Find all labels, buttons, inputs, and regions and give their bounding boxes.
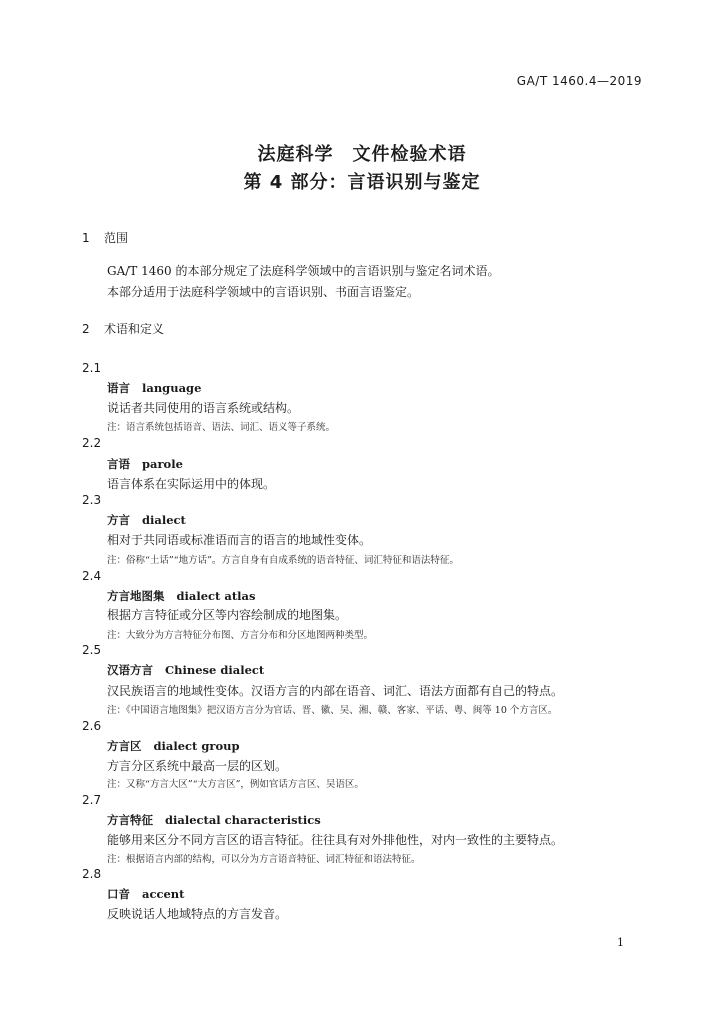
term-note: 注：大致分为方言特征分布图、方言分布和分区地图两种类型。 — [107, 630, 374, 641]
term-en: accent — [142, 887, 185, 901]
term-zh: 方言 — [107, 513, 130, 527]
title-line-1: 法庭科学 文件检验术语 — [257, 144, 467, 165]
section-heading-terms — [82, 320, 164, 337]
term-name — [107, 512, 186, 528]
term-definition: 能够用来区分不同方言区的语言特征。往往具有对外排他性，对内一致性的主要特点。 — [107, 833, 564, 847]
term-number: 2.3 — [82, 493, 102, 507]
term-note: 注：根据语言内部的结构，可以分为方言语音特征、词汇特征和语法特征。 — [107, 854, 421, 865]
term-name — [107, 662, 264, 678]
page-number: 1 — [617, 936, 624, 949]
term-definition: 反映说话人地域特点的方言发音。 — [107, 907, 288, 921]
term-number: 2.8 — [82, 867, 102, 881]
term-en: parole — [142, 457, 183, 471]
term-en: dialect group — [153, 739, 240, 753]
term-en: Chinese dialect — [165, 663, 265, 677]
term-number: 2.1 — [82, 361, 102, 375]
term-number: 2.2 — [82, 436, 102, 450]
section-number: 2 — [82, 322, 90, 336]
term-definition: 汉民族语言的地域性变体。汉语方言的内部在语音、词汇、语法方面都有自己的特点。 — [107, 684, 564, 698]
scope-paragraph-1: GA/T 1460 的本部分规定了法庭科学领域中的言语识别与鉴定名词术语。 — [107, 264, 500, 278]
term-note: 注：语言系统包括语音、语法、词汇、语义等子系统。 — [107, 422, 336, 433]
term-en: dialect atlas — [176, 589, 256, 603]
term-zh: 方言区 — [107, 739, 142, 753]
section-title: 术语和定义 — [104, 322, 165, 336]
section-number: 1 — [82, 231, 90, 245]
term-zh: 方言地图集 — [107, 589, 165, 603]
term-number: 2.5 — [82, 643, 102, 657]
term-zh: 汉语方言 — [107, 663, 153, 677]
term-number: 2.6 — [82, 719, 102, 733]
term-definition: 方言分区系统中最高一层的区划。 — [107, 759, 288, 773]
document-title — [0, 141, 724, 197]
standard-code: GA/T 1460.4—2019 — [516, 74, 642, 88]
term-zh: 言语 — [107, 457, 130, 471]
term-zh: 口音 — [107, 887, 130, 901]
term-note: 注：《中国语言地图集》把汉语方言分为官话、晋、徽、吴、湘、赣、客家、平话、粤、闽等 10 个方言区。 — [107, 705, 558, 716]
term-en: dialectal characteristics — [165, 813, 321, 827]
term-en: language — [142, 381, 202, 395]
term-en: dialect — [142, 513, 186, 527]
term-name — [107, 886, 184, 902]
term-definition: 说话者共同使用的语言系统或结构。 — [107, 401, 300, 415]
term-number: 2.7 — [82, 793, 102, 807]
term-name — [107, 380, 201, 396]
term-name — [107, 456, 183, 472]
term-definition: 语言体系在实际运用中的体现。 — [107, 477, 276, 491]
term-note: 注：俗称“土话”“地方话”。方言自身有自成系统的语音特征、词汇特征和语法特征。 — [107, 555, 459, 566]
section-title: 范围 — [104, 231, 129, 245]
term-note: 注：又称“方言大区”“大方言区”，例如官话方言区、吴语区。 — [107, 779, 364, 790]
term-name — [107, 588, 255, 604]
section-heading-scope — [82, 229, 128, 246]
term-number: 2.4 — [82, 569, 102, 583]
title-line-2: 第 4 部分：言语识别与鉴定 — [243, 172, 481, 193]
scope-paragraph-2: 本部分适用于法庭科学领域中的言语识别、书面言语鉴定。 — [107, 285, 420, 299]
term-definition: 相对于共同语或标准语而言的语言的地域性变体。 — [107, 533, 372, 547]
term-name — [107, 738, 240, 754]
term-name — [107, 812, 321, 828]
term-zh: 方言特征 — [107, 813, 153, 827]
term-definition: 根据方言特征或分区等内容绘制成的地图集。 — [107, 608, 348, 622]
term-zh: 语言 — [107, 381, 130, 395]
